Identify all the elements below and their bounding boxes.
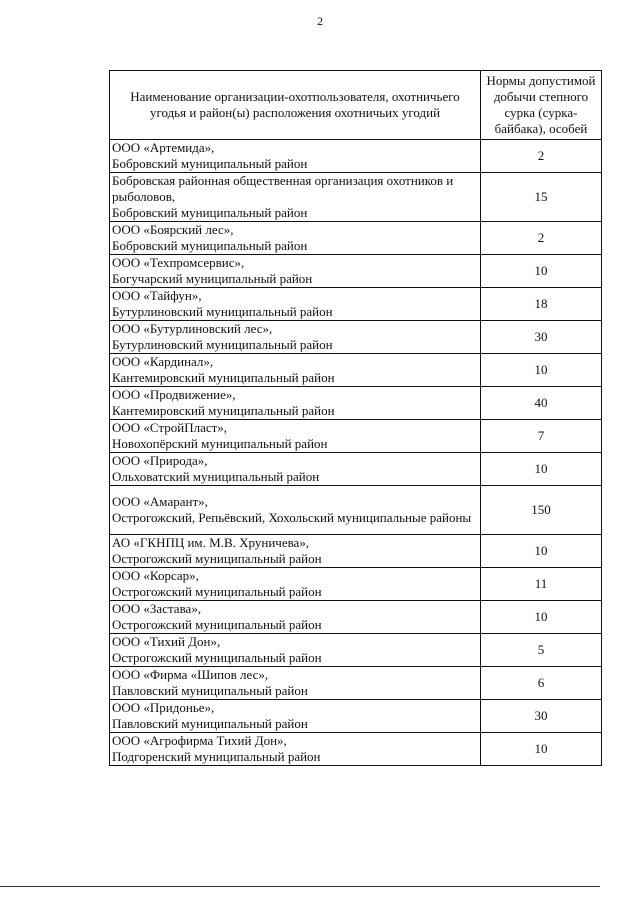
organization-cell: ООО «Агрофирма Тихий Дон», Подгоренский муниципальный район (110, 733, 481, 766)
table-row (110, 700, 602, 733)
quota-cell: 10 (481, 255, 602, 288)
organization-cell: ООО «Техпромсервис», Богучарский муниципальный район (110, 255, 481, 288)
organization-cell: Бобровская районная общественная организация охотников и рыболовов, Бобровский муниципальный район (110, 173, 481, 222)
table-header-row (110, 71, 602, 140)
quota-cell: 18 (481, 288, 602, 321)
quota-cell: 5 (481, 634, 602, 667)
table-row (110, 535, 602, 568)
organization-cell: ООО «Амарант», Острогожский, Репьёвский, Хохольский муниципальные районы (110, 486, 481, 535)
quota-cell: 15 (481, 173, 602, 222)
table-row (110, 173, 602, 222)
table-row (110, 420, 602, 453)
quota-cell: 7 (481, 420, 602, 453)
quota-cell: 11 (481, 568, 602, 601)
organization-cell: ООО «СтройПласт», Новохопёрский муниципальный район (110, 420, 481, 453)
table-row (110, 387, 602, 420)
header-organization: Наименование организации-охотпользователя, охотничьего угодья и район(ы) расположения охотничьих угодий (110, 71, 481, 140)
table-row (110, 288, 602, 321)
quota-cell: 2 (481, 222, 602, 255)
organization-cell: ООО «Фирма «Шипов лес», Павловский муниципальный район (110, 667, 481, 700)
hunting-quota-table (109, 70, 602, 766)
table-row (110, 222, 602, 255)
quota-cell: 10 (481, 354, 602, 387)
table-row (110, 601, 602, 634)
organization-cell: АО «ГКНПЦ им. М.В. Хруничева», Острогожский муниципальный район (110, 535, 481, 568)
quota-cell: 10 (481, 733, 602, 766)
organization-cell: ООО «Застава», Острогожский муниципальный район (110, 601, 481, 634)
table-row (110, 354, 602, 387)
table-row (110, 486, 602, 535)
organization-cell: ООО «Артемида», Бобровский муниципальный район (110, 140, 481, 173)
organization-cell: ООО «Боярский лес», Бобровский муниципальный район (110, 222, 481, 255)
quota-cell: 10 (481, 453, 602, 486)
organization-cell: ООО «Природа», Ольховатский муниципальный район (110, 453, 481, 486)
table-row (110, 453, 602, 486)
page-number: 2 (317, 14, 323, 28)
footer-rule (0, 886, 600, 887)
table-row (110, 667, 602, 700)
organization-cell: ООО «Тихий Дон», Острогожский муниципальный район (110, 634, 481, 667)
quota-cell: 6 (481, 667, 602, 700)
organization-cell: ООО «Продвижение», Кантемировский муниципальный район (110, 387, 481, 420)
quota-cell: 30 (481, 700, 602, 733)
quota-cell: 30 (481, 321, 602, 354)
table-row (110, 634, 602, 667)
quota-cell: 10 (481, 601, 602, 634)
table-row (110, 321, 602, 354)
quota-cell: 40 (481, 387, 602, 420)
table-row (110, 568, 602, 601)
quota-cell: 2 (481, 140, 602, 173)
organization-cell: ООО «Корсар», Острогожский муниципальный район (110, 568, 481, 601)
organization-cell: ООО «Придонье», Павловский муниципальный район (110, 700, 481, 733)
header-quota-norm: Нормы допустимой добычи степного сурка (сурка-байбака), особей (481, 71, 602, 140)
table-row (110, 140, 602, 173)
organization-cell: ООО «Тайфун», Бутурлиновский муниципальный район (110, 288, 481, 321)
organization-cell: ООО «Бутурлиновский лес», Бутурлиновский муниципальный район (110, 321, 481, 354)
organization-cell: ООО «Кардинал», Кантемировский муниципальный район (110, 354, 481, 387)
quota-cell: 150 (481, 486, 602, 535)
table-row (110, 733, 602, 766)
table-row (110, 255, 602, 288)
quota-cell: 10 (481, 535, 602, 568)
